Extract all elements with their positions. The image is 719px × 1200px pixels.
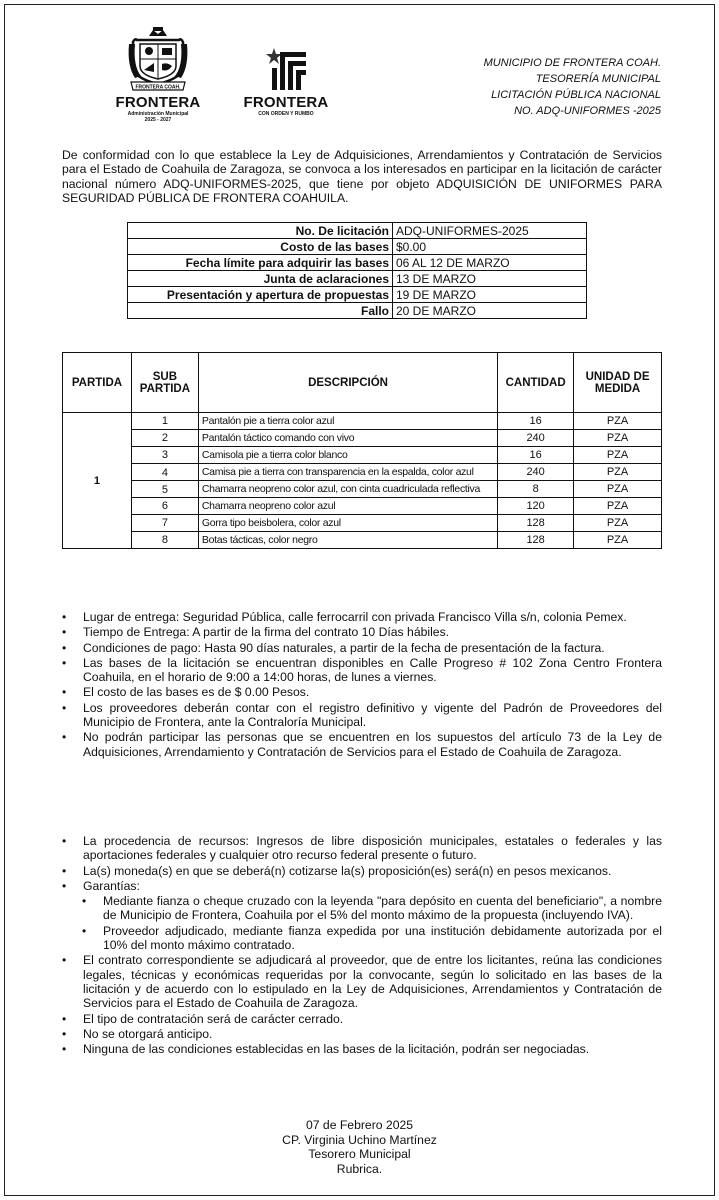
sub-cell: 5 — [131, 481, 198, 498]
list-item-garantias: • Garantías: — [62, 879, 662, 893]
list-item-moneda: • La(s) moneda(s) en que se deberá(n) cotizarse la(s) proposición(es) será(n) en pesos mexicanos. — [62, 864, 662, 878]
frontera-brand-logo — [236, 46, 336, 126]
logo-right-slogan: CON ORDEN Y RUMBO — [258, 111, 314, 117]
crest-banner-text: FRONTERA COAH. — [135, 84, 181, 91]
list-item: • El costo de las bases es de $ 0.00 Pesos. — [62, 685, 662, 699]
summary-value: 20 DE MARZO — [393, 303, 587, 319]
unit-cell: PZA — [574, 464, 662, 481]
signature-date: 07 de Febrero 2025 — [305, 1118, 414, 1132]
sub-cell: 2 — [131, 430, 198, 447]
sub-cell: 4 — [131, 464, 198, 481]
unit-cell: PZA — [574, 515, 662, 532]
desc-cell: Botas tácticas, color negro — [198, 532, 497, 549]
list-item-anticipo: • No se otorgará anticipo. — [62, 1027, 662, 1041]
list-item: • Los proveedores deberán contar con el registro definitivo y vigente del Padrón de Proveedores del Municipio de Frontera, ante la Contraloría Municipal. — [62, 701, 662, 730]
signature-name: CP. Virginia Uchino Martínez — [282, 1132, 437, 1147]
list-item-contrato: • El contrato correspondiente se adjudicará al proveedor, que de entre los licitantes, reúna las condiciones legales, técnicas y económicas requeridas por la convocante, según lo solicitado en las bases de la licitación y de acuerdo con lo estipulado en la Ley de Adquisiciones, Arrendamientos y Contratación de Servicios para el Estado de Coahuila de Zaragoza. — [62, 953, 662, 1010]
frontera-mark-icon — [264, 46, 308, 92]
unit-cell: PZA — [574, 447, 662, 464]
header-descripcion: DESCRIPCIÓN — [198, 353, 497, 413]
header-sub-partida: SUB PARTIDA — [131, 353, 198, 413]
sub-cell: 8 — [131, 532, 198, 549]
list-item: • Tiempo de Entrega: A partir de la firma del contrato 10 Días hábiles. — [62, 625, 662, 639]
unit-cell: PZA — [574, 481, 662, 498]
document-heading — [484, 55, 661, 119]
header-partida: PARTIDA — [63, 353, 132, 413]
desc-cell: Camisa pie a tierra con transparencia en la espalda, color azul — [198, 464, 497, 481]
summary-row — [128, 271, 587, 287]
list-item-tipo: • El tipo de contratación será de carácter cerrado. — [62, 1012, 662, 1026]
partida-cell: 1 — [63, 413, 132, 549]
signature-rubrica: Rubrica. — [336, 1161, 383, 1176]
unit-cell: PZA — [574, 498, 662, 515]
items-header-row — [63, 353, 662, 413]
heading-tesoreria: TESORERÍA MUNICIPAL — [535, 73, 661, 85]
summary-label: Costo de las bases — [128, 239, 393, 255]
desc-cell: Chamarra neopreno color azul — [198, 498, 497, 515]
heading-numero: NO. ADQ-UNIFORMES -2025 — [514, 105, 661, 117]
qty-cell: 240 — [498, 464, 574, 481]
summary-value: 19 DE MARZO — [393, 287, 587, 303]
table-row — [63, 498, 662, 515]
table-row — [63, 532, 662, 549]
municipality-crest-logo — [108, 26, 208, 124]
header-cantidad: CANTIDAD — [498, 353, 574, 413]
sub-cell: 7 — [131, 515, 198, 532]
header-unidad: UNIDAD DE MEDIDA — [574, 353, 662, 413]
summary-row — [128, 287, 587, 303]
summary-row — [128, 223, 587, 239]
summary-label: Fecha límite para adquirir las bases — [128, 255, 393, 271]
unit-cell: PZA — [574, 430, 662, 447]
heading-municipio: MUNICIPIO DE FRONTERA COAH. — [483, 57, 661, 69]
qty-cell: 128 — [498, 515, 574, 532]
table-row — [63, 515, 662, 532]
table-row — [63, 481, 662, 498]
summary-label: Presentación y apertura de propuestas — [128, 287, 393, 303]
intro-paragraph: De conformidad con lo que establece la Ley de Adquisiciones, Arrendamientos y Contratación de Servicios para el Estado de Coahuila de Zaragoza, se convoca a los interesados en participar en la licitación de carácter nacional número ADQ-UNIFORMES-2025, que tiene por objeto ADQUISICIÓN DE UNIFORMES PARA SEGURIDAD PÚBLICA DE FRONTERA COAHUILA. — [62, 148, 662, 206]
signature-title: Tesorero Municipal — [308, 1147, 411, 1162]
qty-cell: 120 — [498, 498, 574, 515]
table-row — [63, 464, 662, 481]
desc-cell: Gorra tipo beisbolera, color azul — [198, 515, 497, 532]
desc-cell: Pantalón táctico comando con vivo — [198, 430, 497, 447]
summary-row — [128, 255, 587, 271]
summary-label: Junta de aclaraciones — [128, 271, 393, 287]
list-item: • Lugar de entrega: Seguridad Pública, calle ferrocarril con privada Francisco Villa s/n, colonia Pemex. — [62, 610, 662, 624]
qty-cell: 16 — [498, 413, 574, 430]
desc-cell: Chamarra neopreno color azul, con cinta cuadriculada reflectiva — [198, 481, 497, 498]
list-item-negociacion: • Ninguna de las condiciones establecidas en las bases de la licitación, podrán ser negociadas. — [62, 1042, 662, 1056]
summary-label: Fallo — [128, 303, 393, 319]
sub-cell: 3 — [131, 447, 198, 464]
desc-cell: Pantalón pie a tierra color azul — [198, 413, 497, 430]
sub-cell: 1 — [131, 413, 198, 430]
summary-label: No. De licitación — [128, 223, 393, 239]
heading-licitacion: LICITACIÓN PÚBLICA NACIONAL — [491, 89, 661, 101]
summary-table — [127, 222, 587, 319]
qty-cell: 128 — [498, 532, 574, 549]
qty-cell: 8 — [498, 481, 574, 498]
list-item-recursos: • La procedencia de recursos: Ingresos de libre disposición municipales, estatales o federales y las aportaciones federales y cualquier otro recurso federal presente o futuro. — [62, 834, 662, 863]
table-row — [63, 447, 662, 464]
coat-of-arms-icon — [127, 26, 189, 92]
desc-cell: Camisola pie a tierra color blanco — [198, 447, 497, 464]
summary-row — [128, 303, 587, 319]
list-item-garantia-2: • Proveedor adjudicado, mediante fianza expedida por una institución debidamente autorizada por el 10% del monto máximo contratado. — [82, 924, 662, 953]
logo-left-years: 2025 - 2027 — [144, 117, 172, 123]
qty-cell: 16 — [498, 447, 574, 464]
list-item: • No podrán participar las personas que se encuentren en los supuestos del artículo 73 de la Ley de Adquisiciones, Arrendamiento y Contratación de Servicios para el Estado de Coahuila de Zaragoza. — [62, 730, 662, 759]
conditions-list-2 — [62, 834, 662, 1057]
signature-block — [0, 1118, 719, 1176]
unit-cell: PZA — [574, 413, 662, 430]
conditions-list-1 — [62, 610, 662, 760]
qty-cell: 240 — [498, 430, 574, 447]
summary-value: ADQ-UNIFORMES-2025 — [393, 223, 587, 239]
table-row — [63, 413, 662, 430]
summary-row — [128, 239, 587, 255]
summary-value: 06 AL 12 DE MARZO — [393, 255, 587, 271]
summary-value: 13 DE MARZO — [393, 271, 587, 287]
unit-cell: PZA — [574, 532, 662, 549]
logo-left-brand: FRONTERA — [115, 94, 201, 111]
list-item: • Condiciones de pago: Hasta 90 días naturales, a partir de la fecha de presentación de la factura. — [62, 641, 662, 655]
list-item-garantia-1: • Mediante fianza o cheque cruzado con la leyenda "para depósito en cuenta del beneficiario", a nombre de Municipio de Frontera, Coahuila por el 5% del monto máximo de la propuesta (incluyendo IVA). — [82, 894, 662, 923]
table-row — [63, 430, 662, 447]
list-item: • Las bases de la licitación se encuentran disponibles en Calle Progreso # 102 Zona Centro Frontera Coahuila, en el horario de 9:00 a 14:00 horas, de lunes a viernes. — [62, 656, 662, 685]
sub-cell: 6 — [131, 498, 198, 515]
summary-value: $0.00 — [393, 239, 587, 255]
logo-right-brand: FRONTERA — [243, 94, 329, 111]
items-table — [62, 352, 662, 549]
logo-left-subtitle: Administración Municipal — [127, 111, 189, 117]
